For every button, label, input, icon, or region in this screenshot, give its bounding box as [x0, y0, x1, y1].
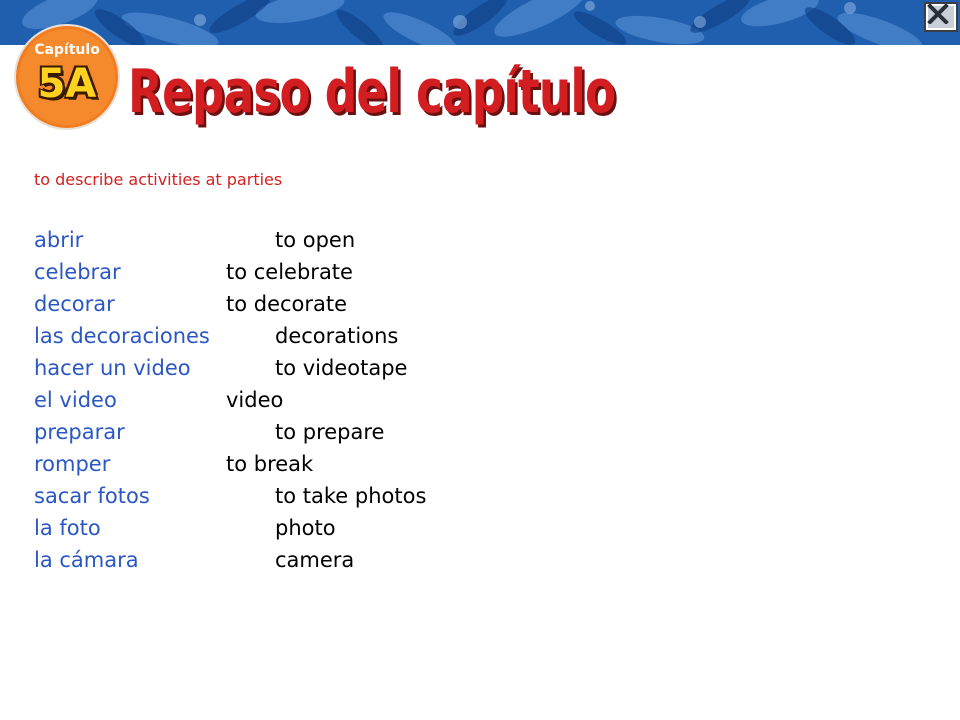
vocab-english: to open	[275, 228, 356, 252]
vocab-row	[34, 512, 634, 544]
vocab-row	[34, 448, 634, 480]
vocab-spanish: la cámara	[34, 548, 139, 572]
vocab-spanish: hacer un video	[34, 356, 191, 380]
close-icon	[926, 4, 950, 24]
vocab-english: decorations	[275, 324, 399, 348]
vocab-english: to videotape	[275, 356, 408, 380]
page-title: Repaso del capítulo	[128, 57, 616, 127]
vocab-english: to prepare	[275, 420, 385, 444]
vocab-english: to decorate	[226, 292, 348, 316]
vocab-row	[34, 288, 634, 320]
vocab-row	[34, 320, 634, 352]
vocab-spanish: decorar	[34, 292, 115, 316]
section-subtitle: to describe activities at parties	[34, 170, 283, 189]
vocab-english: to take photos	[275, 484, 427, 508]
leaf-pattern	[0, 0, 960, 45]
vocab-english: camera	[275, 548, 355, 572]
vocab-row	[34, 352, 634, 384]
vocab-spanish: romper	[34, 452, 111, 476]
vocab-row	[34, 480, 634, 512]
vocab-spanish: el video	[34, 388, 117, 412]
vocab-spanish: las decoraciones	[34, 324, 210, 348]
vocab-english: photo	[275, 516, 336, 540]
badge-chapter-number: 5A	[37, 61, 97, 107]
chapter-badge	[6, 24, 130, 130]
badge-label: Capítulo	[34, 42, 100, 58]
vocab-spanish: abrir	[34, 228, 84, 252]
vocab-spanish: preparar	[34, 420, 125, 444]
vocab-row	[34, 544, 634, 576]
vocab-spanish: celebrar	[34, 260, 121, 284]
vocab-english: to break	[226, 452, 314, 476]
top-banner	[0, 0, 960, 45]
vocab-english: video	[226, 388, 284, 412]
vocab-row	[34, 224, 634, 256]
vocab-spanish: sacar fotos	[34, 484, 150, 508]
vocab-spanish: la foto	[34, 516, 101, 540]
vocab-row	[34, 384, 634, 416]
vocab-row	[34, 256, 634, 288]
vocab-list	[34, 224, 634, 576]
close-button[interactable]	[924, 2, 958, 32]
vocab-english: to celebrate	[226, 260, 353, 284]
vocab-row	[34, 416, 634, 448]
